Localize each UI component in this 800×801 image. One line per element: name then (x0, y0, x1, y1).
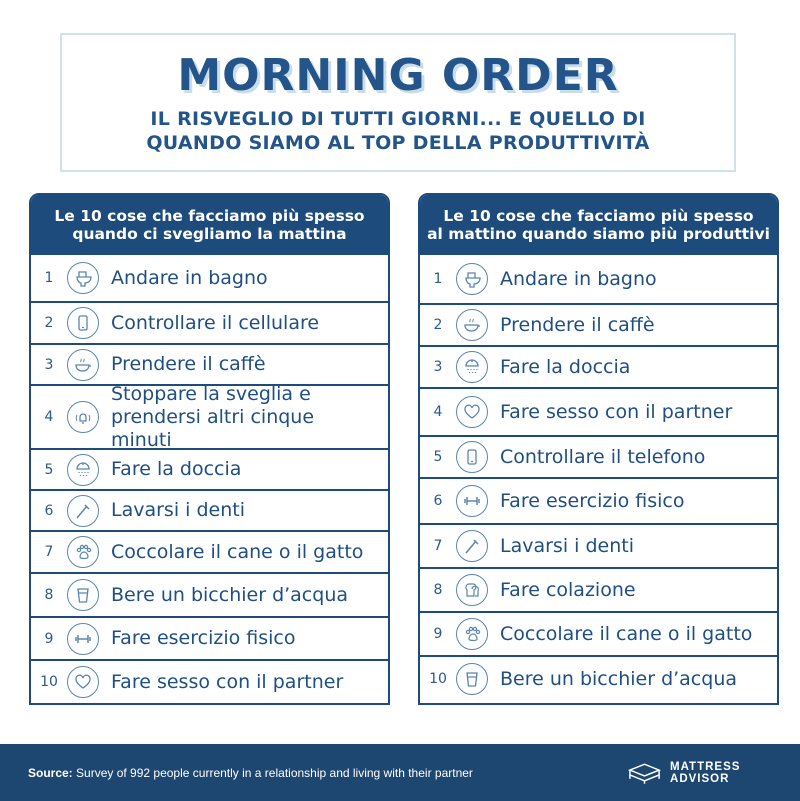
item-label: Controllare il telefono (500, 445, 706, 468)
alarm-icon (67, 401, 99, 433)
subtitle-line-2: QUANDO SIAMO AL TOP DELLA PRODUTTIVITÀ (146, 132, 650, 154)
left-heading-line-1: Le 10 cose che facciamo più spesso (54, 207, 365, 225)
item-label: Coccolare il cane o il gatto (111, 540, 364, 563)
item-label: Fare colazione (500, 578, 636, 601)
rank-number: 5 (44, 461, 54, 478)
shower-icon (456, 351, 488, 383)
item-label: Fare esercizio fisico (500, 489, 685, 512)
left-list (29, 193, 390, 705)
toothbrush-icon (456, 530, 488, 562)
right-list-item-3 (420, 347, 777, 389)
rank-number: 8 (44, 587, 54, 603)
page-subtitle (62, 107, 734, 155)
left-list-item-8 (31, 574, 388, 618)
right-list-item-9 (420, 613, 777, 657)
heart-icon (67, 666, 99, 698)
left-list-item-1 (31, 255, 388, 303)
phone-icon (456, 441, 488, 473)
rank-number: 4 (44, 409, 54, 425)
glass-icon (456, 663, 488, 695)
coffee-icon (67, 349, 99, 381)
item-label: Stoppare la sveglia e prendersi altri cinque minuti (111, 382, 315, 451)
right-heading-line-1: Le 10 cose che facciamo più spesso (443, 207, 754, 225)
item-label: Coccolare il cane o il gatto (500, 622, 753, 645)
item-label: Prendere il caffè (500, 313, 655, 336)
subtitle-line-1: IL RISVEGLIO DI TUTTI GIORNI... E QUELLO DI (150, 108, 646, 130)
brand-logo (627, 761, 800, 785)
left-list-item-6 (31, 491, 388, 532)
rank-number: 2 (44, 315, 54, 331)
right-list-heading (420, 195, 777, 255)
toast-icon (456, 574, 488, 606)
glass-icon (67, 579, 99, 611)
heart-icon (456, 396, 488, 428)
right-list-item-5 (420, 437, 777, 479)
rank-number: 3 (433, 359, 443, 375)
paw-icon (67, 536, 99, 568)
rank-number: 7 (44, 544, 54, 560)
left-list-heading (31, 195, 388, 255)
toothbrush-icon (67, 495, 99, 527)
item-label: Lavarsi i denti (111, 499, 245, 521)
rank-number: 9 (433, 626, 443, 642)
footer (0, 744, 800, 801)
item-label: Andare in bagno (111, 266, 268, 289)
item-label: Fare la doccia (111, 458, 242, 480)
item-label: Bere un bicchier d’acqua (111, 583, 348, 606)
right-list (418, 193, 779, 705)
left-list-item-7 (31, 532, 388, 574)
mattress-logo-icon (627, 761, 662, 785)
item-label: Controllare il cellulare (111, 311, 320, 334)
rank-number: 8 (433, 582, 443, 598)
source-note (28, 766, 473, 780)
dumbbell-icon (67, 623, 99, 655)
rank-number: 4 (433, 404, 443, 420)
rank-number: 10 (40, 674, 58, 690)
brand-name: MATTRESS ADVISOR (670, 761, 741, 785)
left-list-item-3 (31, 345, 388, 386)
source-label: Source: (28, 766, 73, 780)
left-list-item-4 (31, 382, 388, 451)
right-list-item-6 (420, 479, 777, 525)
rank-number: 10 (429, 671, 447, 687)
left-list-item-10 (31, 661, 388, 703)
source-text: Survey of 992 people currently in a relationship and living with their partner (76, 766, 473, 780)
item-label: Bere un bicchier d’acqua (500, 667, 737, 690)
rank-number: 9 (44, 630, 54, 647)
left-list-item-5 (31, 450, 388, 491)
rank-number: 3 (44, 356, 54, 373)
item-label: Fare esercizio fisico (111, 627, 296, 649)
item-label: Andare in bagno (500, 267, 657, 290)
item-label: Fare sesso con il partner (500, 400, 733, 423)
left-list-item-2 (31, 303, 388, 345)
phone-icon (67, 307, 99, 339)
rank-number: 6 (433, 493, 443, 509)
rank-number: 5 (433, 449, 443, 465)
right-list-item-7 (420, 525, 777, 569)
right-list-item-8 (420, 569, 777, 613)
right-list-item-10 (420, 657, 777, 701)
right-heading-line-2: al mattino quando siamo più produttivi (427, 225, 770, 243)
item-label: Lavarsi i denti (500, 534, 634, 557)
item-label: Fare la doccia (500, 355, 631, 378)
title-box (60, 33, 736, 172)
toilet-icon (67, 262, 99, 294)
item-label: Prendere il caffè (111, 353, 266, 375)
item-label: Fare sesso con il partner (111, 670, 344, 693)
rank-number: 2 (433, 317, 443, 333)
right-list-item-4 (420, 389, 777, 437)
right-list-item-1 (420, 255, 777, 305)
paw-icon (456, 618, 488, 650)
rank-number: 6 (44, 502, 54, 519)
left-heading-line-2: quando ci svegliamo la mattina (72, 225, 347, 243)
page-title: MORNING ORDER (177, 50, 619, 101)
shower-icon (67, 454, 99, 486)
toilet-icon (456, 263, 488, 295)
rank-number: 1 (433, 271, 443, 287)
rank-number: 1 (44, 270, 54, 286)
dumbbell-icon (456, 485, 488, 517)
right-list-item-2 (420, 305, 777, 347)
coffee-icon (456, 309, 488, 341)
rank-number: 7 (433, 538, 443, 554)
left-list-item-9 (31, 618, 388, 661)
